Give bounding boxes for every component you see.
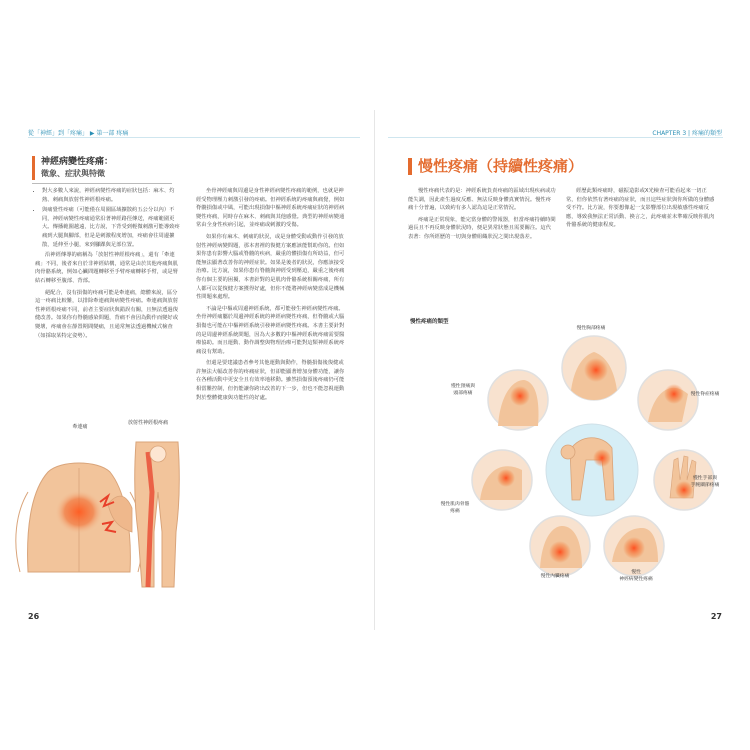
symptom-list	[35, 187, 180, 249]
left-column-1	[35, 187, 180, 343]
page-number-left: 26	[28, 612, 40, 621]
chest-pain-circle	[562, 336, 626, 400]
chronic-pain-diagram	[462, 330, 722, 600]
page-number-right: 27	[710, 612, 722, 621]
paragraph: 經歷此類疼痛時，磁振造影或X光檢查可能看起來一切正常，但你依然有著疼痛的症狀，而且這些症狀與你所做的身體感受不符。比方說，你要想像起一支影響部位出現敏感性疼痛反應，導致我無法正常活動、換言之，此疼痛並未準確反映你肌肉骨骼系統的健康程度。	[566, 188, 715, 229]
left-column-2	[196, 187, 346, 405]
paragraph: 但還是要建議患者參考其他運動與動作，脊髓損傷後復健或許無法大幅改善你的疼痛症狀，但卻能顯著增加身體功能，讓你在各種活動中更安全且有效率地移動。雖然損傷預後疼痛仍可能相當難控制，但仍能讓你跨出改善的下一步，但也不能忽視運動對於整體健康與功能性的好處。	[196, 360, 345, 401]
label-hand-pain: 慢性手部與 手腕關節疼痛	[690, 476, 720, 488]
radicular-pain-label: 放射性神經根疼痛	[128, 420, 169, 426]
label-spine-pain: 慢性脊症疼痛	[690, 392, 720, 397]
label-visceral-pain: 慢性內臟疼痛	[540, 574, 570, 579]
musculoskeletal-pain-circle	[472, 450, 532, 510]
paragraph: 坐骨神經痛與周邊是身性神經病變性疼痛的範例，也就是神經受物理壓力刺激引發的疼痛。但神經系統的疼痛與痛覺，例如脊髓損傷或中風，可能出現損傷中樞神經系統疼痛症狀的神經病變性疼痛，同時存在麻木、刺痛與其他感覺。典型的神經病變通常由全身性疾病引起，並疼痛或刺激的受傷。	[196, 188, 345, 229]
section-subtitle: 徵象、症狀與特徵	[41, 169, 105, 178]
section-title-main: 神經病變性疼痛：	[41, 157, 114, 167]
paragraph: 不論是中樞或周邊神經系統，都可能發生神經病變性疼痛。坐骨神經痛屬於周邊神經系統的神經病變性疼痛，但脊髓或大腦損傷也可能在中樞神經系統引發神經病變性疼痛。本書主要針對的是周邊神經系統問題，因為大多數的中樞神經系統疼痛需要醫療協助。而且運動、動作調整與物理治療可能對這類神經系統疼痛沒有幫助。	[196, 305, 345, 355]
paragraph: 如果你有麻木、刺痛的狀況，或是身體受動或動作引發的放射性神經病變問題，那本書裡的復健方案應該能幫助你的。但如果你患有影響大腦或脊髓的疾病，嚴重的體損傷有所助益，但可能無法顯著改善你的神經症狀。如果是後者的狀況，你應該接受治療。比方說，如果你患有脊髓與神經受到壓迫，嚴重之後疼痛你有個主要的困擾，本書針對的是肌肉骨骼系統相關疼痛，所有人都可以從復健方案獲得好處，但你不能將神經病變當成是機械性問題來處理。	[196, 233, 345, 301]
paragraph: 沿神經傳導的痛稱為「放射性神經根疼痛」，還有「牽連痛」不同，後者來自於非神經結構，通常是由於其他疼痛與肌肉骨骼系統，例如心臟問題轉移至手臂疼痛轉移手臂，或是腎結石轉移至腹部、背部。	[35, 252, 179, 284]
paragraph: 慢性疼痛代表的是：神經系統負責疼痛的區域出現疾病或功能失調，因此產生過度反應、無法反映身體真實情況。慢性疼痛十分普遍，以致約有多人認為這是正常情況。	[408, 188, 556, 212]
label-musculoskeletal-pain: 慢性肌肉骨骼 疼痛	[440, 502, 470, 514]
visceral-pain-circle	[530, 516, 590, 576]
header-divider-left	[28, 137, 360, 138]
paragraph: 疼痛是正常現象，能完當身體的警報器，但當疼痛持續時間過長且不再反映身體狀況時，便是異常狀態且需要關注。這代表著：你所經歷的一切與身體組織狀況之間出現落差。	[408, 216, 556, 240]
section-title	[32, 156, 113, 180]
label-neck-pain: 慢性頸痛與 頭部疼痛	[451, 384, 475, 396]
running-header-left: 從「神經」到「疼痛」 ▶ 第一部 疼痛	[28, 130, 129, 137]
center-figure	[546, 424, 638, 516]
chronic-pain-title: 慢性疼痛（持續性疼痛）	[408, 158, 583, 175]
referred-pain-label: 牽連痛	[72, 424, 88, 430]
diagram-title: 慢性疼痛的類型	[410, 319, 449, 325]
section-rule	[32, 183, 172, 184]
label-chest-pain: 慢性胸部疼痛	[576, 326, 606, 331]
running-header-right: CHAPTER 3 | 疼痛的類型	[652, 130, 722, 137]
header-divider-right	[388, 137, 723, 138]
spine-pain-circle	[638, 370, 698, 430]
symptom-bullet-2: • 與痛覺性疼痛（可能僅在周圍區域擴散約五公分以內）不同，神經病變性疼痛通常沿著神經路徑傳送，疼痛範圍更大。傳播範圍越遠，比方說，下背受到輕微刺激可能導致疼痛到大腿與腳部，但是是刺激程度增加，疼痛會往周邊擴散，延伸至小腿，來到腳踝與足部位置。	[42, 206, 180, 249]
paragraph: 絕配合，沒有損傷的疼痛可能是牽連痛，總體來說，區分這一疼痛比較難，以排除牽連痛與病變性疼痛。牽連痛與放射性神經根疼痛不同，前者主要症狀與錯誤有關，且無法透過復健改善。如果你有脊髓感染問題，背痛不會因為動作而變好或變壞，疼痛會在靜置期間變痛，且通常無法透過機械式檢查（如採取某特定姿勢）。	[35, 289, 179, 339]
pain-illustration	[8, 432, 198, 592]
symptom-bullet-1: • 對大多數人來說，神經病變性疼痛的症狀包括：麻木、灼熱、刺痛與放射性神經根疼痛。	[42, 187, 180, 204]
legs-figure	[135, 442, 180, 587]
right-column-1	[408, 187, 556, 245]
right-column-2	[566, 187, 716, 233]
back-figure	[16, 463, 142, 572]
neck-pain-circle	[488, 370, 548, 430]
label-neuropathic-pain: 慢性 神經病變性疼痛	[619, 570, 653, 582]
book-spine	[374, 110, 375, 630]
neuropathic-pain-circle	[604, 516, 664, 576]
